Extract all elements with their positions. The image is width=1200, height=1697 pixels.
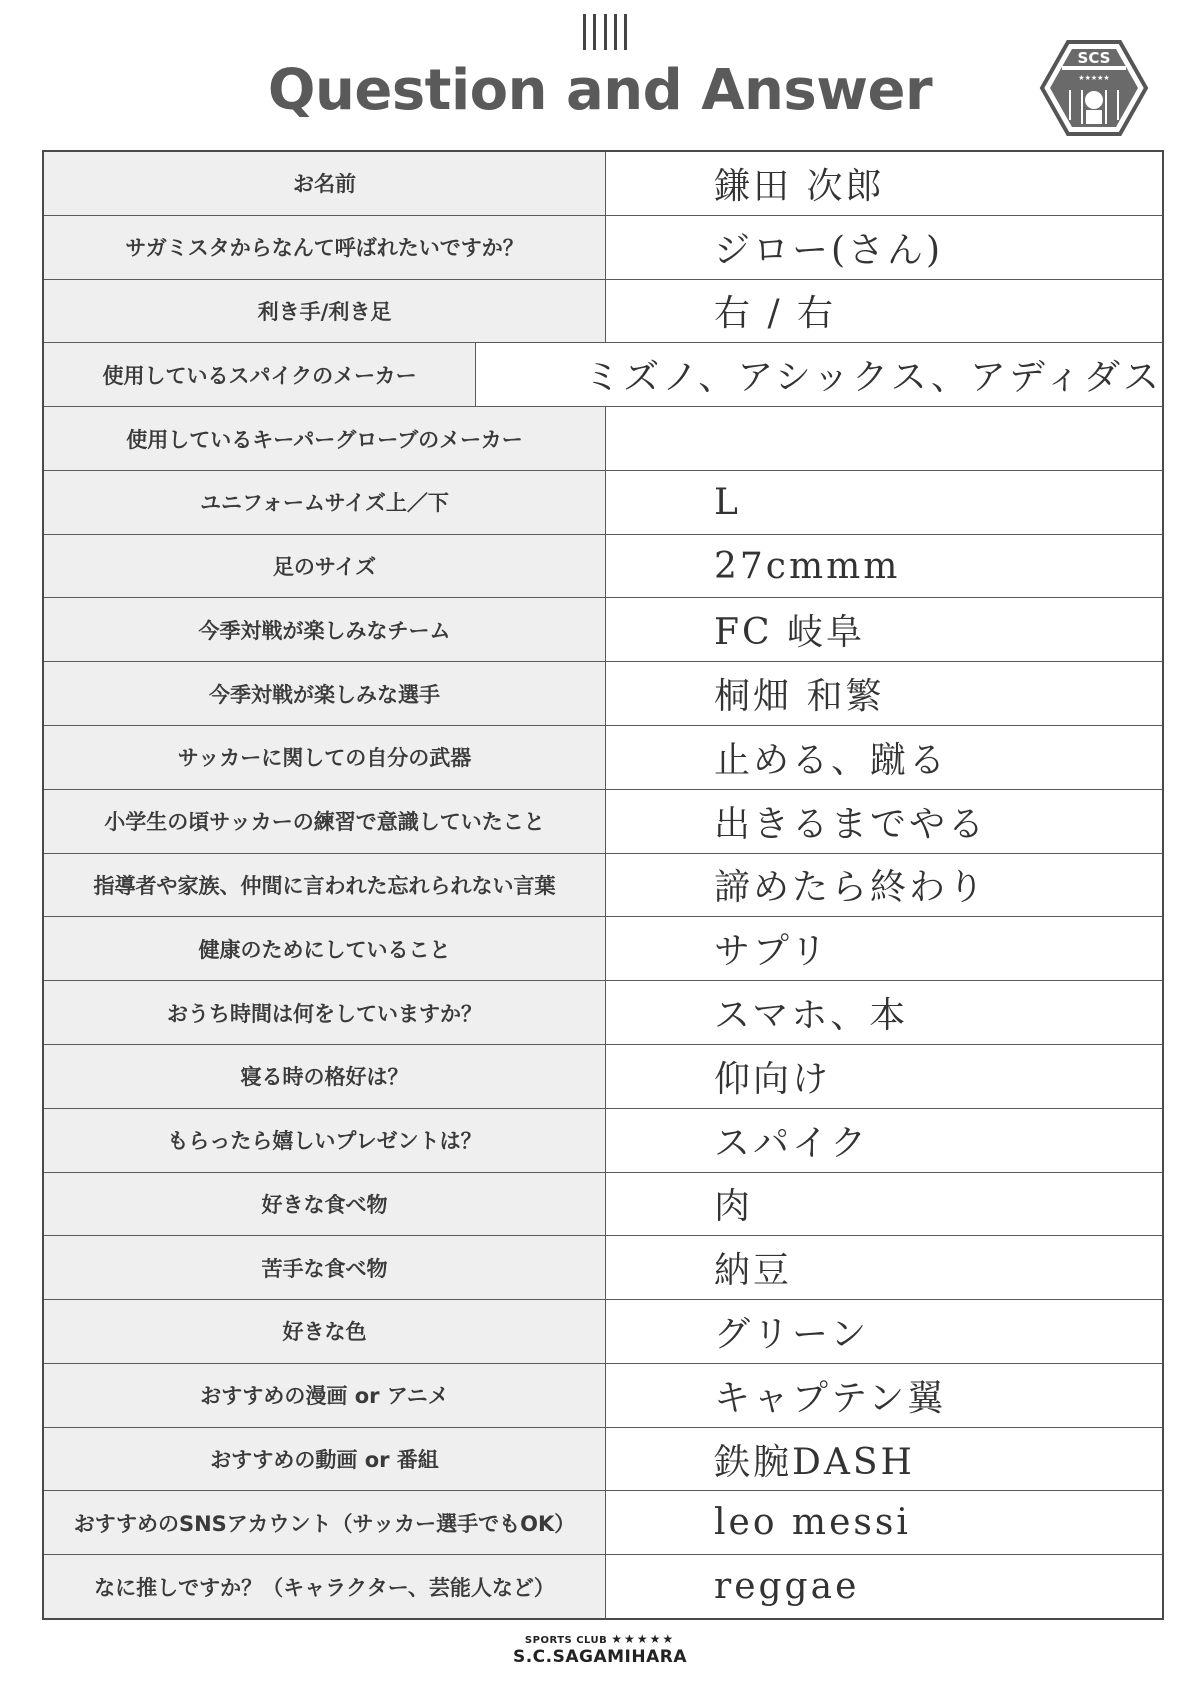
question-cell: 足のサイズ (44, 535, 606, 598)
answer-cell: reggae (714, 1566, 860, 1608)
question-cell: サガミスタからなんて呼ばれたいですか？ (44, 216, 606, 279)
svg-text:★★★★★: ★★★★★ (1078, 74, 1110, 82)
question-cell: 好きな食べ物 (44, 1173, 606, 1236)
answer-cell: ミズノ、アシックス、アディダス (584, 357, 1162, 399)
question-cell: おすすめの動画 or 番組 (44, 1428, 606, 1491)
answer-cell: 鉄腕DASH (714, 1441, 915, 1483)
answer-cell: L (714, 481, 741, 523)
qa-row (44, 1300, 1162, 1364)
answer-cell: グリーン (714, 1313, 870, 1355)
qa-row (44, 598, 1162, 662)
question-cell: お名前 (44, 152, 606, 215)
answer-cell: 肉 (714, 1186, 754, 1228)
footer-tagline: SPORTS CLUB ★★★★★ (524, 1632, 676, 1646)
answer-cell: 止める、蹴る (714, 739, 949, 781)
answer-cell: 出きるまでやる (714, 803, 988, 845)
qa-row (44, 790, 1162, 854)
question-cell: 健康のためにしていること (44, 917, 606, 980)
qa-row (44, 854, 1162, 918)
qa-row (44, 1555, 1162, 1618)
qa-row (44, 343, 1162, 407)
answer-cell (606, 407, 1162, 470)
qa-row (44, 471, 1162, 535)
qa-row (44, 1236, 1162, 1300)
answer-cell: 右 / 右 (714, 293, 837, 335)
answer-cell: サプリ (714, 931, 830, 973)
qa-row (44, 1428, 1162, 1492)
qa-row (44, 216, 1162, 280)
footer-stars: ★★★★★ (611, 1632, 676, 1646)
question-cell: 使用しているキーパーグローブのメーカー (44, 407, 606, 470)
qa-row (44, 662, 1162, 726)
answer-cell: 諦めたら終わり (714, 867, 988, 909)
qa-row (44, 981, 1162, 1045)
footer-club-name: S.C.SAGAMIHARA (512, 1647, 688, 1667)
qa-row (44, 1173, 1162, 1237)
question-cell: 今季対戦が楽しみなチーム (44, 598, 606, 661)
qa-row (44, 280, 1162, 344)
qa-row (44, 1491, 1162, 1555)
club-emblem-icon (1040, 38, 1148, 138)
answer-cell: スマホ、本 (714, 995, 909, 1037)
question-cell: 使用しているスパイクのメーカー (44, 343, 476, 406)
qa-row (44, 917, 1162, 981)
qa-table (42, 150, 1164, 1620)
answer-cell: キャプテン翼 (714, 1377, 947, 1419)
answer-cell: スパイク (714, 1122, 870, 1164)
answer-cell: FC 岐阜 (714, 612, 865, 654)
qa-row (44, 407, 1162, 471)
qa-row (44, 1109, 1162, 1173)
question-cell: おうち時間は何をしていますか？ (44, 981, 606, 1044)
question-cell: 苦手な食べ物 (44, 1236, 606, 1299)
answer-cell: 仰向け (714, 1058, 832, 1100)
page-title: Question and Answer (267, 58, 933, 123)
question-cell: もらったら嬉しいプレゼントは？ (44, 1109, 606, 1172)
question-cell: サッカーに関しての自分の武器 (44, 726, 606, 789)
question-cell: 小学生の頃サッカーの練習で意識していたこと (44, 790, 606, 853)
svg-text:SCS: SCS (1077, 49, 1111, 67)
qa-row (44, 726, 1162, 790)
question-cell: おすすめの漫画 or アニメ (44, 1364, 606, 1427)
answer-cell: leo messi (714, 1502, 911, 1544)
question-cell: 利き手/利き足 (44, 280, 606, 343)
answer-cell: 鎌田 次郎 (714, 165, 885, 207)
question-cell: 好きな色 (44, 1300, 606, 1363)
answer-cell: 納豆 (714, 1250, 793, 1292)
question-cell: 指導者や家族、仲間に言われた忘れられない言葉 (44, 854, 606, 917)
answer-cell: ジロー(さん) (714, 229, 944, 271)
question-cell: 寝る時の格好は？ (44, 1045, 606, 1108)
club-footer-logo (0, 1632, 1200, 1667)
question-cell: おすすめのSNSアカウント（サッカー選手でもOK） (44, 1491, 606, 1554)
qa-row (44, 1364, 1162, 1428)
answer-cell: 桐畑 和繁 (714, 676, 885, 718)
question-cell: なに推しですか？（キャラクター、芸能人など） (44, 1555, 606, 1618)
question-cell: ユニフォームサイズ上／下 (44, 471, 606, 534)
qa-row (44, 535, 1162, 599)
tally-marks (583, 14, 627, 50)
question-cell: 今季対戦が楽しみな選手 (44, 662, 606, 725)
qa-row (44, 1045, 1162, 1109)
qa-row (44, 152, 1162, 216)
answer-cell: 27cmmm (714, 545, 901, 587)
